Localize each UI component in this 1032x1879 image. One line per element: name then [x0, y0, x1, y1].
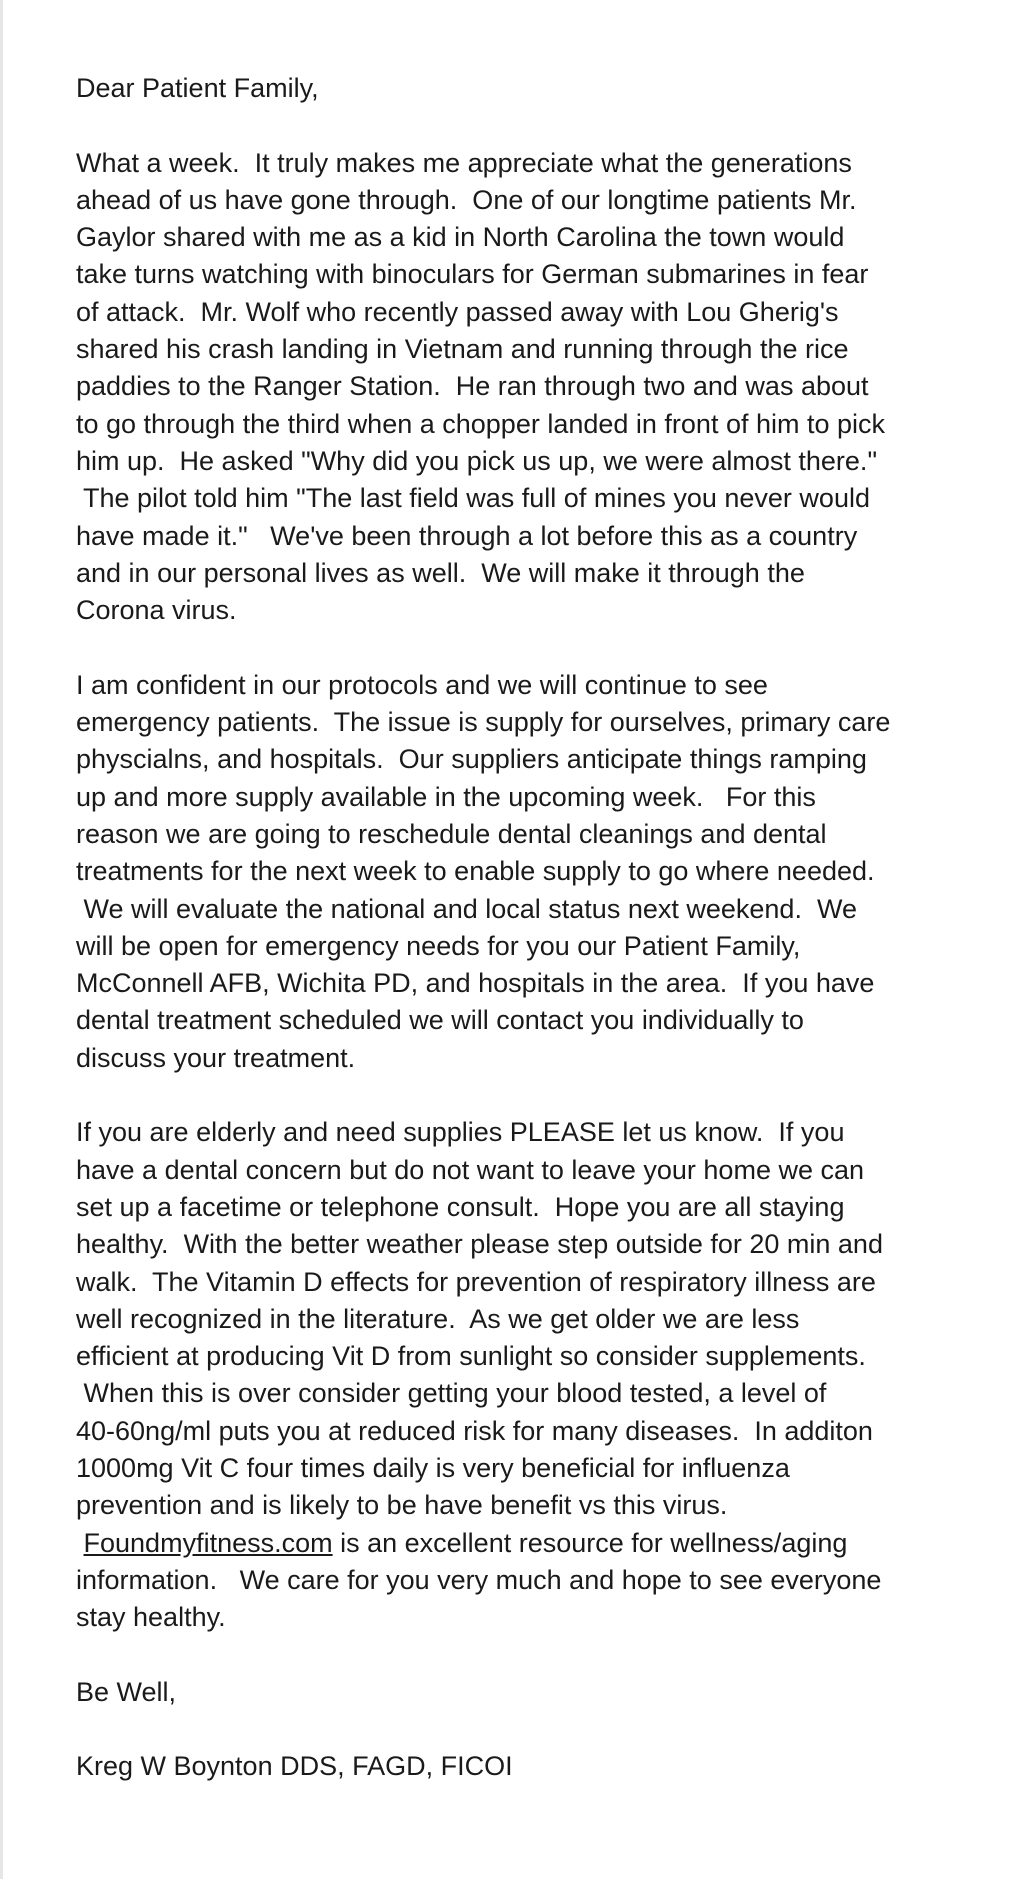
letter-body — [76, 70, 996, 1786]
paragraph-line: well recognized in the literature. As we get older we are less — [76, 1303, 800, 1334]
paragraph-line: have made it." We've been through a lot before this as a country — [76, 520, 858, 551]
paragraph-line: Gaylor shared with me as a kid in North Carolina the town would — [76, 222, 845, 253]
paragraph-1 — [76, 145, 996, 630]
paragraph-gap — [76, 1711, 996, 1748]
paragraph-line: information. We care for you very much and hope to see everyone — [76, 1564, 882, 1595]
link-suffix: is an excellent resource for wellness/aging — [332, 1527, 848, 1558]
paragraph-line: McConnell AFB, Wichita PD, and hospitals in the area. If you have — [76, 968, 875, 999]
paragraph-line: of attack. Mr. Wolf who recently passed away with Lou Gherig's — [76, 296, 839, 327]
paragraph-line: set up a facetime or telephone consult. Hope you are all staying — [76, 1191, 845, 1222]
paragraph-line: shared his crash landing in Vietnam and running through the rice — [76, 334, 849, 365]
paragraph-line: paddies to the Ranger Station. He ran through two and was about — [76, 371, 869, 402]
paragraph-line: prevention and is likely to be have benefit vs this virus. — [76, 1490, 728, 1521]
paragraph-line: him up. He asked "Why did you pick us up, we were almost there." — [76, 445, 878, 476]
paragraph-line: will be open for emergency needs for you our Patient Family, — [76, 930, 801, 961]
paragraph-line: 1000mg Vit C four times daily is very beneficial for influenza — [76, 1452, 790, 1483]
paragraph-line: reason we are going to reschedule dental cleanings and dental — [76, 818, 827, 849]
paragraph-3 — [76, 1114, 996, 1636]
paragraph-line: and in our personal lives as well. We will make it through the — [76, 557, 805, 588]
paragraph-line: stay healthy. — [76, 1602, 226, 1633]
paragraph-line: treatments for the next week to enable supply to go where needed. — [76, 856, 875, 887]
paragraph-gap — [76, 1077, 996, 1114]
paragraph-gap — [76, 1636, 996, 1673]
paragraph-line: ahead of us have gone through. One of our longtime patients Mr. — [76, 184, 857, 215]
link-prefix — [76, 1528, 84, 1558]
paragraph-gap — [76, 107, 996, 144]
paragraph-gap — [76, 629, 996, 666]
paragraph-line: physcialns, and hospitals. Our suppliers anticipate things ramping — [76, 744, 867, 775]
paragraph-line: Corona virus. — [76, 595, 237, 626]
paragraph-line: What a week. It truly makes me appreciate what the generations — [76, 147, 852, 178]
paragraph-line: walk. The Vitamin D effects for prevention of respiratory illness are — [76, 1266, 876, 1297]
paragraph-line: When this is over consider getting your blood tested, a level of — [76, 1378, 827, 1409]
paragraph-line-with-link — [76, 1525, 996, 1562]
paragraph-line: take turns watching with binoculars for German submarines in fear — [76, 259, 869, 290]
paragraph-line: emergency patients. The issue is supply for ourselves, primary care — [76, 707, 891, 738]
paragraph-2 — [76, 667, 996, 1077]
paragraph-line: We will evaluate the national and local status next weekend. We — [76, 893, 857, 924]
closing: Be Well, — [76, 1676, 177, 1707]
paragraph-line: 40-60ng/ml puts you at reduced risk for many diseases. In additon — [76, 1415, 873, 1446]
paragraph-line: I am confident in our protocols and we will continue to see — [76, 669, 768, 700]
paragraph-line: If you are elderly and need supplies PLEASE let us know. If you — [76, 1117, 845, 1148]
paragraph-line: The pilot told him "The last field was full of mines you never would — [76, 483, 870, 514]
paragraph-line: healthy. With the better weather please step outside for 20 min and — [76, 1229, 883, 1260]
foundmyfitness-link[interactable]: Foundmyfitness.com — [83, 1527, 333, 1558]
paragraph-line: have a dental concern but do not want to leave your home we can — [76, 1154, 865, 1185]
paragraph-line: to go through the third when a chopper landed in front of him to pick — [76, 408, 886, 439]
paragraph-line: up and more supply available in the upcoming week. For this — [76, 781, 816, 812]
paragraph-line: dental treatment scheduled we will contact you individually to — [76, 1005, 804, 1036]
left-border — [0, 0, 3, 1879]
paragraph-line: discuss your treatment. — [76, 1042, 356, 1073]
greeting: Dear Patient Family, — [76, 73, 319, 103]
paragraph-line: efficient at producing Vit D from sunlight so consider supplements. — [76, 1341, 866, 1372]
signature: Kreg W Boynton DDS, FAGD, FICOI — [76, 1751, 513, 1782]
